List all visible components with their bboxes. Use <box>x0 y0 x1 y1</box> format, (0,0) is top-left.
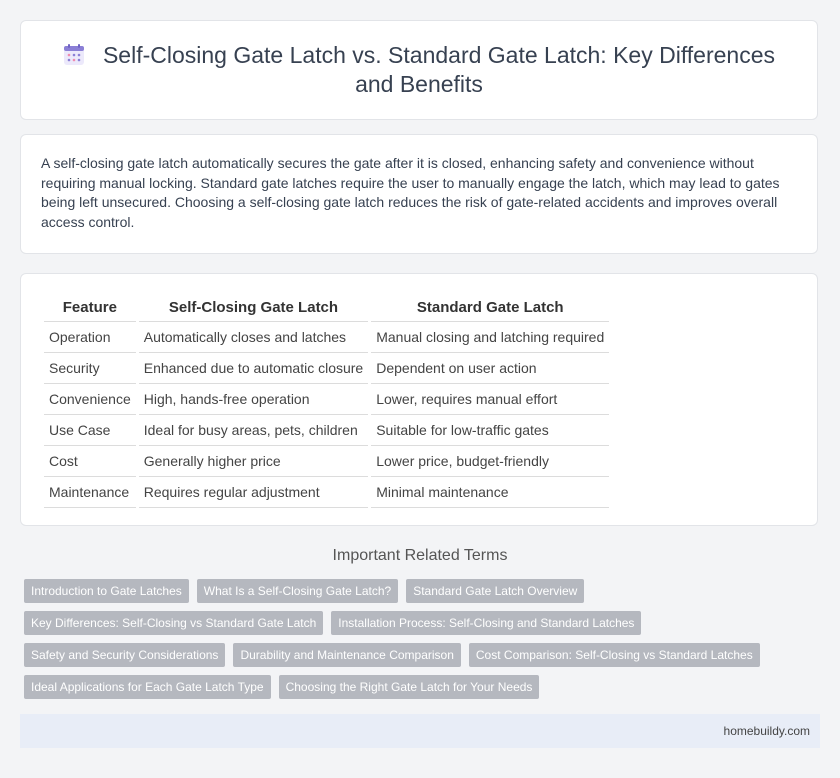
title-card <box>20 20 818 120</box>
table-cell: Lower price, budget-friendly <box>371 446 609 477</box>
related-term-tag[interactable]: Standard Gate Latch Overview <box>406 579 584 603</box>
related-term-tag[interactable]: Choosing the Right Gate Latch for Your Needs <box>279 675 540 699</box>
tag-row <box>24 643 804 667</box>
related-term-tag[interactable]: Cost Comparison: Self-Closing vs Standard Latches <box>469 643 760 667</box>
tag-row <box>24 675 804 699</box>
table-header-row <box>44 294 609 322</box>
related-term-tag[interactable]: What Is a Self-Closing Gate Latch? <box>197 579 398 603</box>
table-cell: Ideal for busy areas, pets, children <box>139 415 368 446</box>
footer-site-link[interactable]: homebuildy.com <box>723 724 810 738</box>
table-cell: Cost <box>44 446 136 477</box>
column-header: Feature <box>44 294 136 322</box>
table-cell: Suitable for low-traffic gates <box>371 415 609 446</box>
tag-row <box>24 579 804 603</box>
table-cell: Enhanced due to automatic closure <box>139 353 368 384</box>
comparison-table-card <box>20 273 818 526</box>
table-cell: Manual closing and latching required <box>371 322 609 353</box>
table-cell: Use Case <box>44 415 136 446</box>
table-cell: Automatically closes and latches <box>139 322 368 353</box>
table-cell: Maintenance <box>44 477 136 508</box>
page-title: Self-Closing Gate Latch vs. Standard Gate Latch: Key Differences and Benefits <box>102 42 776 97</box>
footer <box>20 714 820 748</box>
related-term-tag[interactable]: Introduction to Gate Latches <box>24 579 189 603</box>
related-term-tag[interactable]: Key Differences: Self-Closing vs Standard Gate Latch <box>24 611 323 635</box>
tag-row <box>24 611 804 635</box>
related-terms-list <box>24 579 804 707</box>
table-cell: Minimal maintenance <box>371 477 609 508</box>
table-cell: Dependent on user action <box>371 353 609 384</box>
table-cell: Convenience <box>44 384 136 415</box>
related-term-tag[interactable]: Safety and Security Considerations <box>24 643 225 667</box>
comparison-table <box>41 294 612 508</box>
intro-paragraph: A self-closing gate latch automatically secures the gate after it is closed, enhancing safety and convenience without requiring manual locking. Standard gate latches require the user to manually engage the latch, which may lead to gates being left unsecured. Choosing a self-closing gate latch reduces the risk of gate-related accidents and improves overall access control. <box>41 155 780 230</box>
table-cell: Lower, requires manual effort <box>371 384 609 415</box>
table-row <box>44 384 609 415</box>
table-row <box>44 446 609 477</box>
related-term-tag[interactable]: Ideal Applications for Each Gate Latch Type <box>24 675 271 699</box>
table-cell: Security <box>44 353 136 384</box>
column-header: Self-Closing Gate Latch <box>139 294 368 322</box>
related-term-tag[interactable]: Durability and Maintenance Comparison <box>233 643 460 667</box>
table-row <box>44 415 609 446</box>
calendar-icon <box>63 44 85 66</box>
table-cell: Operation <box>44 322 136 353</box>
table-cell: High, hands-free operation <box>139 384 368 415</box>
table-cell: Requires regular adjustment <box>139 477 368 508</box>
page-title-wrap <box>49 41 789 99</box>
table-row <box>44 477 609 508</box>
table-row <box>44 353 609 384</box>
table-row <box>44 322 609 353</box>
related-terms-heading: Important Related Terms <box>332 547 508 564</box>
table-cell: Generally higher price <box>139 446 368 477</box>
column-header: Standard Gate Latch <box>371 294 609 322</box>
related-term-tag[interactable]: Installation Process: Self-Closing and Standard Latches <box>331 611 641 635</box>
intro-card <box>20 134 818 254</box>
